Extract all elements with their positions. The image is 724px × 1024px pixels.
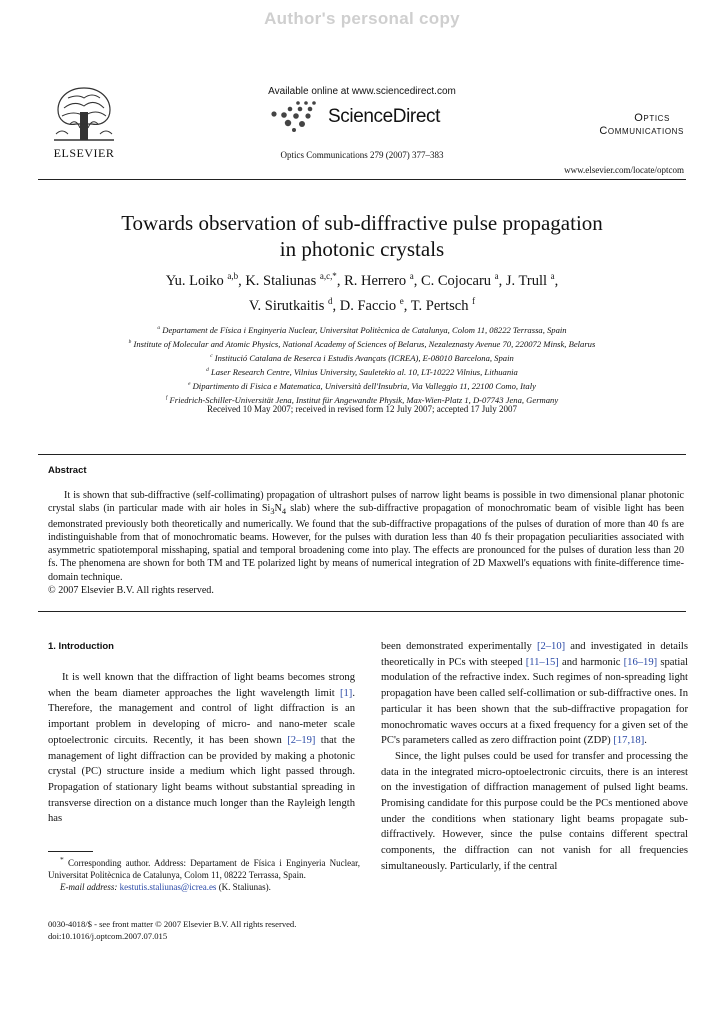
sciencedirect-logo xyxy=(262,100,462,134)
footnote-rule xyxy=(48,851,93,852)
abstract-bottom-rule xyxy=(38,611,686,612)
affiliation: $^f$ Friedrich-Schiller-Universität Jena, Institut für Angewandte Physik, Max-Wien-Platz 1, D-07743 Jena, Germany xyxy=(165,395,559,406)
intro-paragraph-1-continued: been demonstrated experimentally [2–10] and investigated in details theoretically in PCs with steeped [11–15] and harmonic [16–19] spatial modulation of the refractive index. Such regimes of non-spreading light propagation have been called self-collimation or sub-diffractive ones. In particular it has been shown that the sub-diffractive propagation for monochromatic waves occurs at a fixed frequency for a given set of the PC's parameters called as zero diffraction point (ZDP) [17,18]. xyxy=(381,641,689,747)
journal-citation: Optics Communications 279 (2007) 377–383 xyxy=(280,150,444,160)
author: Yu. Loiko xyxy=(165,272,224,289)
sciencedirect-wordmark: ScienceDirect xyxy=(328,106,441,127)
intro-paragraph-1: It is well known that the diffraction of light beams becomes strong when the beam diameter approaches the light wavelength limit [1]. Therefore, the management and control of light diffraction is an important problem in developing of micro- and nano-meter scale optoelectronic circuits. Recently, it has been shown [2–19] that the management of light diffraction can be provided by making a photonic crystal (PC) structure inside a medium which light passed through. Propagation of stationary light beams without substantial spreading in transverse direction on a distance much longer than the Rayleigh length has xyxy=(48,672,355,825)
author: K. Staliunas xyxy=(245,272,317,289)
available-online: Available online at www.sciencedirect.com xyxy=(268,86,456,97)
author-affiliation-mark: d xyxy=(328,295,333,306)
author-affiliation-mark: a,b xyxy=(227,271,239,281)
author-affiliation-mark: a xyxy=(550,271,555,281)
title-line-2: in photonic crystals xyxy=(279,237,445,261)
author-line-1: Yu. Loiko $^{a,b}$, K. Staliunas $^{a,c,*}$, R. Herrero $^a$, C. Cojocaru $^a$, J. Trull $^a$, xyxy=(165,271,559,289)
left-column xyxy=(48,639,355,827)
watermark: Author's personal copy xyxy=(264,9,460,28)
issn-line: 0030-4018/$ - see front matter © 2007 Elsevier B.V. All rights reserved. xyxy=(48,919,297,929)
front-matter xyxy=(48,918,296,942)
abstract-copyright: © 2007 Elsevier B.V. All rights reserved. xyxy=(48,584,214,596)
intro-paragraph-2: Since, the light pulses could be used for transfer and processing the data in the integrated micro-optoelectronic circuits, there is an interest on the investigation of diffraction management of pulsed light beams. Promising candidate for this purpose could be the PCs mentioned above under the conditions when stationary light beams propagate sub-diffractively. However, since the pulse contains different spectral components, the diffraction can not vanish for all frequencies simultaneously. Particularly, if the central xyxy=(381,750,688,872)
journal-url: www.elsevier.com/locate/optcom xyxy=(564,165,684,175)
journal-logo-line2: Communications xyxy=(599,125,684,137)
affiliation: $^a$ Departament de Física i Enginyeria Nuclear, Universitat Politècnica de Catalunya, Colom 11, 08222 Terrassa, Spain xyxy=(157,324,567,335)
received-dates: Received 10 May 2007; received in revised form 12 July 2007; accepted 17 July 2007 xyxy=(207,404,517,414)
affiliation: $^d$ Laser Research Centre, Vilnius University, Sauletekio al. 10, LT-10222 Vilnius, Lithuania xyxy=(206,367,518,378)
affiliation: $^e$ Dipartimento di Fisica e Matematica, Università dell'Insubria, Via Valleggio 11, 22100 Como, Italy xyxy=(188,381,536,392)
corresponding-author-footnote: * Corresponding author. Address: Departament de Física i Enginyeria Nuclear, Universitat Politècnica de Catalunya, Colom 11, 08222 Terrassa, Spain. E-mail address: kestutis.staliunas@icrea.es (K. Staliunas). xyxy=(48,855,360,892)
author-line-2: V. Sirutkaitis $^d$, D. Faccio $^e$, T. Pertsch $^f$ xyxy=(248,295,476,314)
doi-line: doi:10.1016/j.optcom.2007.07.015 xyxy=(48,931,168,941)
abstract-heading: Abstract xyxy=(48,465,87,476)
citation-link[interactable]: [2–10] xyxy=(536,641,566,652)
affiliation: $^c$ Institució Catalana de Reserca i Estudis Avançats (ICREA), E-08010 Barcelona, Spain xyxy=(210,352,514,363)
citation-link[interactable]: [11–15] xyxy=(525,656,559,668)
author: V. Sirutkaitis xyxy=(248,297,325,314)
journal-logo xyxy=(599,112,684,138)
author-affiliation-mark: a xyxy=(494,271,499,281)
author-affiliation-mark: a xyxy=(409,271,414,281)
author-affiliation-mark: f xyxy=(472,295,476,306)
affiliations xyxy=(0,322,724,406)
citation-link[interactable]: [16–19] xyxy=(623,656,658,668)
author-email-link[interactable]: kestutis.staliunas@icrea.es xyxy=(119,882,217,892)
affiliation: $^b$ Institute of Molecular and Atomic Physics, National Academy of Sciences of Belarus, Nezaleznasty Avenue 70, 220072 Minsk, Belarus xyxy=(128,338,596,349)
abstract-top-rule xyxy=(38,454,686,455)
author: R. Herrero xyxy=(344,272,407,289)
publisher-name: ELSEVIER xyxy=(53,146,115,160)
author: T. Pertsch xyxy=(410,297,469,314)
author-affiliation-mark: e xyxy=(399,295,404,306)
citation-link[interactable]: [1] xyxy=(339,687,353,699)
author: C. Cojocaru xyxy=(420,272,492,289)
author-list xyxy=(0,266,724,316)
section-heading-introduction: 1. Introduction xyxy=(48,641,114,652)
citation-link[interactable]: [2–19] xyxy=(287,734,316,746)
author: J. Trull xyxy=(505,272,548,289)
right-column xyxy=(381,639,688,875)
sciencedirect-dots-icon xyxy=(262,100,324,132)
author-affiliation-mark: a,c,* xyxy=(319,271,337,281)
header-rule xyxy=(38,179,686,180)
citation-link[interactable]: [17,18] xyxy=(613,735,645,747)
abstract-text: It is shown that sub-diffractive (self-collimating) propagation of ultrashort pulses of narrow light beams is possible in two dimensional planar photonic crystal slabs (in particular made with air holes in $Si_3N_4$ slab) where the sub-diffractive propagation of monochromatic beam of visible light has been demonstrated previously both theoretically and numerically. We found that the sub-diffractive propagations of the pulses of duration of more than 40 fs are indistinguishable from that of monochromatic beams. However, for the pulses with duration less than 40 fs their propagation peculiarities associated with asymmetric spatiotemporal misshaping, spatial and temporal broadening come into play. The effects are pronounced for the pulses of duration less than 20 fs. The phenomena are shown for both TM and TE polarized light by means of numerical integration of 2D Maxwell's equations with finite-difference time-domain technique. © 2007 Elsevier B.V. All rights reserved. xyxy=(48,490,684,596)
author: D. Faccio xyxy=(339,297,397,314)
journal-logo-line1: Optics xyxy=(634,112,670,124)
article-title xyxy=(0,210,724,262)
title-line-1: Towards observation of sub-diffractive pulse propagation xyxy=(121,211,603,235)
